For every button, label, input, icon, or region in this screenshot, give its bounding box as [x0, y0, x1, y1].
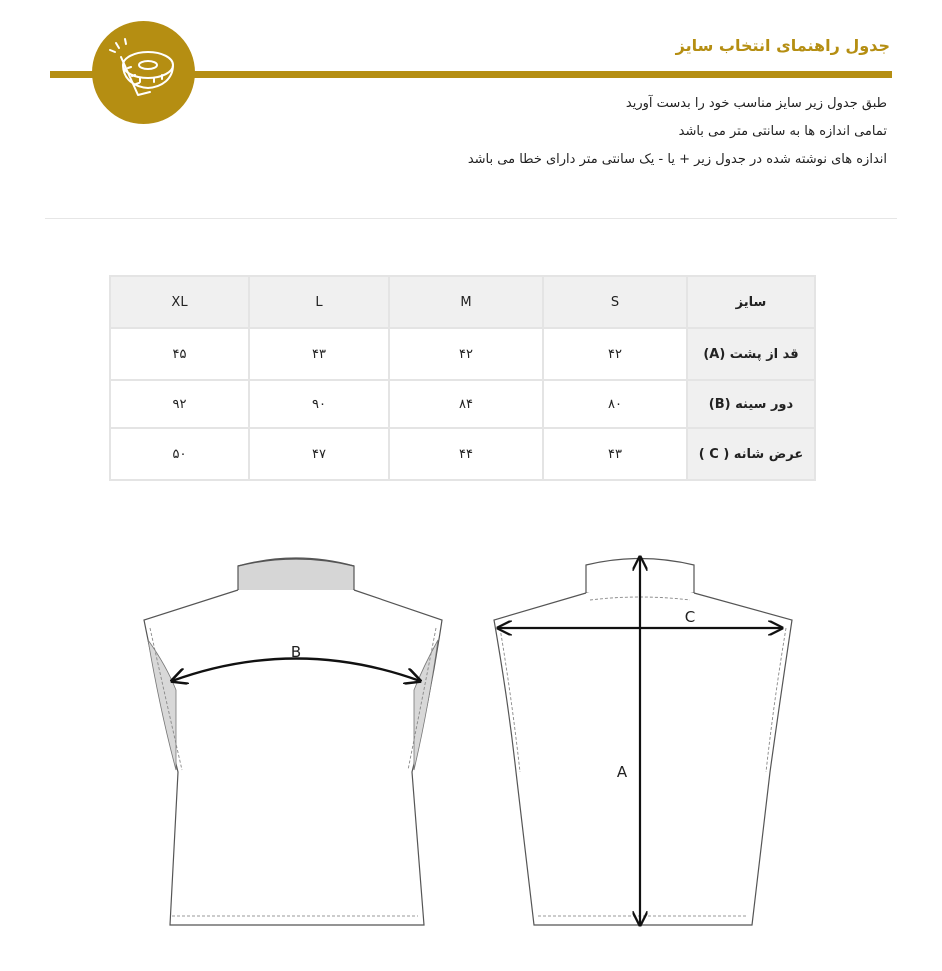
table-header-row: [110, 276, 815, 328]
measuring-tape-icon: [92, 21, 195, 124]
size-table: [109, 275, 816, 481]
measure-label-a: A: [616, 763, 628, 781]
row-label-back-length: قد از پشت (A): [687, 328, 815, 380]
back-vest-illustration: [494, 557, 792, 925]
size-column-header: سایز: [687, 276, 815, 328]
table-row: [110, 328, 815, 380]
table-cell: ۹۲: [110, 380, 249, 428]
section-divider: [45, 218, 897, 219]
measuring-tape-badge: [92, 21, 195, 124]
garment-diagram: [0, 540, 942, 960]
table-cell: ۴۲: [389, 328, 543, 380]
front-vest-illustration: [144, 558, 442, 925]
table-cell: ۴۳: [543, 428, 687, 480]
table-cell: ۴۴: [389, 428, 543, 480]
intro-line: طبق جدول زیر سایز مناسب خود را بدست آورید: [625, 96, 887, 111]
size-header-l: L: [249, 276, 389, 328]
table-cell: ۹۰: [249, 380, 389, 428]
table-row: [110, 380, 815, 428]
table-cell: ۴۲: [543, 328, 687, 380]
row-label-chest: دور سینه (B): [687, 380, 815, 428]
intro-line: اندازه های نوشته شده در جدول زیر + یا - یک سانتی متر دارای خطا می باشد: [467, 152, 887, 167]
table-row: [110, 428, 815, 480]
table-cell: ۴۷: [249, 428, 389, 480]
table-cell: ۵۰: [110, 428, 249, 480]
intro-line: تمامی اندازه ها به سانتی متر می باشد: [678, 124, 887, 139]
intro-text: [468, 95, 887, 179]
table-cell: ۴۵: [110, 328, 249, 380]
table-cell: ۸۴: [389, 380, 543, 428]
table-cell: ۴۳: [249, 328, 389, 380]
row-label-shoulder: عرض شانه ( C ): [687, 428, 815, 480]
measure-label-c: C: [684, 608, 696, 626]
page-title: جدول راهنمای انتخاب سایز: [675, 36, 890, 55]
size-header-s: S: [543, 276, 687, 328]
size-header-xl: XL: [110, 276, 249, 328]
size-header-m: M: [389, 276, 543, 328]
table-cell: ۸۰: [543, 380, 687, 428]
measure-label-b: B: [290, 643, 302, 661]
